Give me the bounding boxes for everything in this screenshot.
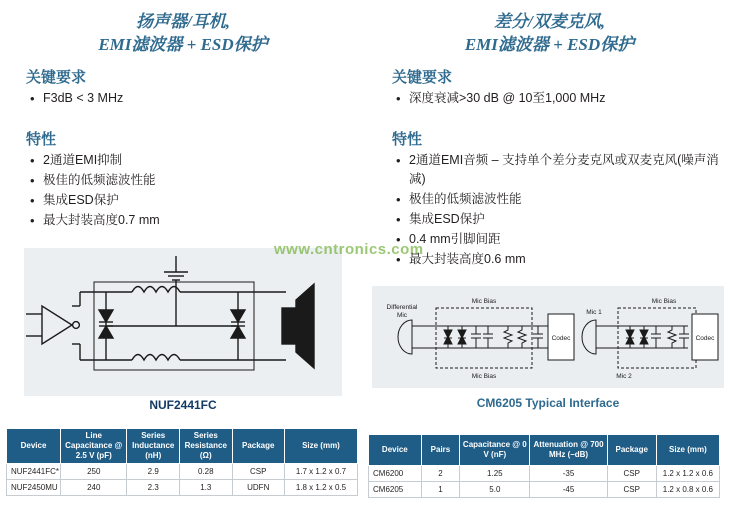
table-cell: CSP — [607, 482, 656, 498]
right-key-req-heading: 关键要求 — [392, 69, 453, 86]
svg-text:Mic Bias: Mic Bias — [471, 373, 497, 380]
left-parameter-table — [6, 428, 358, 496]
table-header-row — [369, 435, 720, 466]
right-key-requirements — [366, 66, 733, 109]
left-title-line2: EMI滤波器 + ESD保护 — [98, 35, 268, 54]
table-header-cell: Package — [232, 429, 284, 464]
table-cell: 2 — [421, 466, 460, 482]
table-header-cell: Package — [607, 435, 656, 466]
right-schematic-diagram — [372, 286, 724, 388]
list-item: • F3dB < 3 MHz — [30, 89, 366, 108]
table-cell: 1.3 — [180, 480, 233, 496]
table-header-cell: Pairs — [421, 435, 460, 466]
list-item: • 2通道EMI音频 – 支持单个差分麦克风或双麦克风(噪声消减) — [396, 151, 733, 189]
right-schematic-caption: CM6205 Typical Interface — [476, 396, 620, 410]
table-cell: 2.9 — [127, 464, 180, 480]
list-item: • 深度衰减>30 dB @ 10至1,000 MHz — [396, 89, 733, 108]
table-cell: 2.3 — [127, 480, 180, 496]
right-features-list — [396, 151, 733, 269]
left-key-req-list — [30, 89, 366, 108]
left-features — [0, 128, 366, 231]
watermark: www.cntronics.com — [274, 241, 424, 258]
table-header-cell: Capacitance @ 0 V (nF) — [460, 435, 530, 466]
table-header-cell: Device — [369, 435, 422, 466]
table-header-cell: Device — [7, 429, 61, 464]
list-item: • 极佳的低频滤波性能 — [396, 190, 733, 209]
svg-text:Mic Bias: Mic Bias — [651, 298, 677, 305]
table-cell: 240 — [61, 480, 127, 496]
table-row — [369, 466, 720, 482]
table-row — [369, 482, 720, 498]
list-item: • 最大封装高度0.6 mm — [396, 250, 733, 269]
table-cell: CM6205 — [369, 482, 422, 498]
table-cell: CM6200 — [369, 466, 422, 482]
table-cell: NUF2441FC* — [7, 464, 61, 480]
table-header-cell: Line Capacitance @ 2.5 V (pF) — [61, 429, 127, 464]
table-cell: 1.2 x 0.8 x 0.6 — [656, 482, 719, 498]
right-title — [366, 0, 733, 56]
svg-text:Mic 1: Mic 1 — [586, 309, 602, 316]
left-key-req-heading: 关键要求 — [26, 69, 87, 86]
table-row — [7, 480, 358, 496]
left-title-line1: 扬声器/耳机, — [136, 12, 230, 31]
left-features-heading: 特性 — [26, 131, 57, 148]
table-header-cell: Attenuation @ 700 MHz (–dB) — [530, 435, 607, 466]
table-cell: 5.0 — [460, 482, 530, 498]
table-cell: 0.28 — [180, 464, 233, 480]
table-cell: CSP — [607, 466, 656, 482]
table-cell: CSP — [232, 464, 284, 480]
left-features-list — [30, 151, 366, 230]
svg-text:Mic Bias: Mic Bias — [471, 298, 497, 305]
table-cell: 250 — [61, 464, 127, 480]
svg-text:Differential: Differential — [386, 304, 418, 311]
list-item: • 极佳的低频滤波性能 — [30, 171, 366, 190]
table-cell: 1.8 x 1.2 x 0.5 — [284, 480, 357, 496]
table-header-cell: Size (mm) — [656, 435, 719, 466]
right-parameter-table — [368, 434, 720, 498]
table-cell: UDFN — [232, 480, 284, 496]
svg-text:Mic 2: Mic 2 — [616, 373, 632, 380]
table-cell: 1.25 — [460, 466, 530, 482]
left-key-requirements — [0, 66, 366, 109]
right-key-req-list — [396, 89, 733, 108]
table-cell: 1.7 x 1.2 x 0.7 — [284, 464, 357, 480]
table-cell: 1 — [421, 482, 460, 498]
left-schematic-diagram — [24, 248, 342, 396]
table-row — [7, 464, 358, 480]
right-title-line2: EMI滤波器 + ESD保护 — [464, 35, 635, 54]
table-cell: 1.2 x 1.2 x 0.6 — [656, 466, 719, 482]
table-header-row — [7, 429, 358, 464]
right-features — [366, 128, 733, 270]
right-title-line1: 差分/双麦克风, — [494, 12, 605, 31]
left-schematic-caption: NUF2441FC — [149, 398, 217, 412]
list-item: • 集成ESD保护 — [396, 210, 733, 229]
table-cell: -45 — [530, 482, 607, 498]
svg-text:Mic: Mic — [396, 312, 408, 319]
table-header-cell: Size (mm) — [284, 429, 357, 464]
table-cell: -35 — [530, 466, 607, 482]
table-cell: NUF2450MU — [7, 480, 61, 496]
list-item: • 最大封装高度0.7 mm — [30, 211, 366, 230]
right-features-heading: 特性 — [392, 131, 423, 148]
svg-text:Codec: Codec — [695, 335, 715, 342]
list-item: • 2通道EMI抑制 — [30, 151, 366, 170]
list-item: • 集成ESD保护 — [30, 191, 366, 210]
table-header-cell: Series Inductance (nH) — [127, 429, 180, 464]
table-header-cell: Series Resistance (Ω) — [180, 429, 233, 464]
left-title — [0, 0, 366, 56]
list-item: • 0.4 mm引脚间距 — [396, 230, 733, 249]
svg-text:Codec: Codec — [551, 335, 571, 342]
